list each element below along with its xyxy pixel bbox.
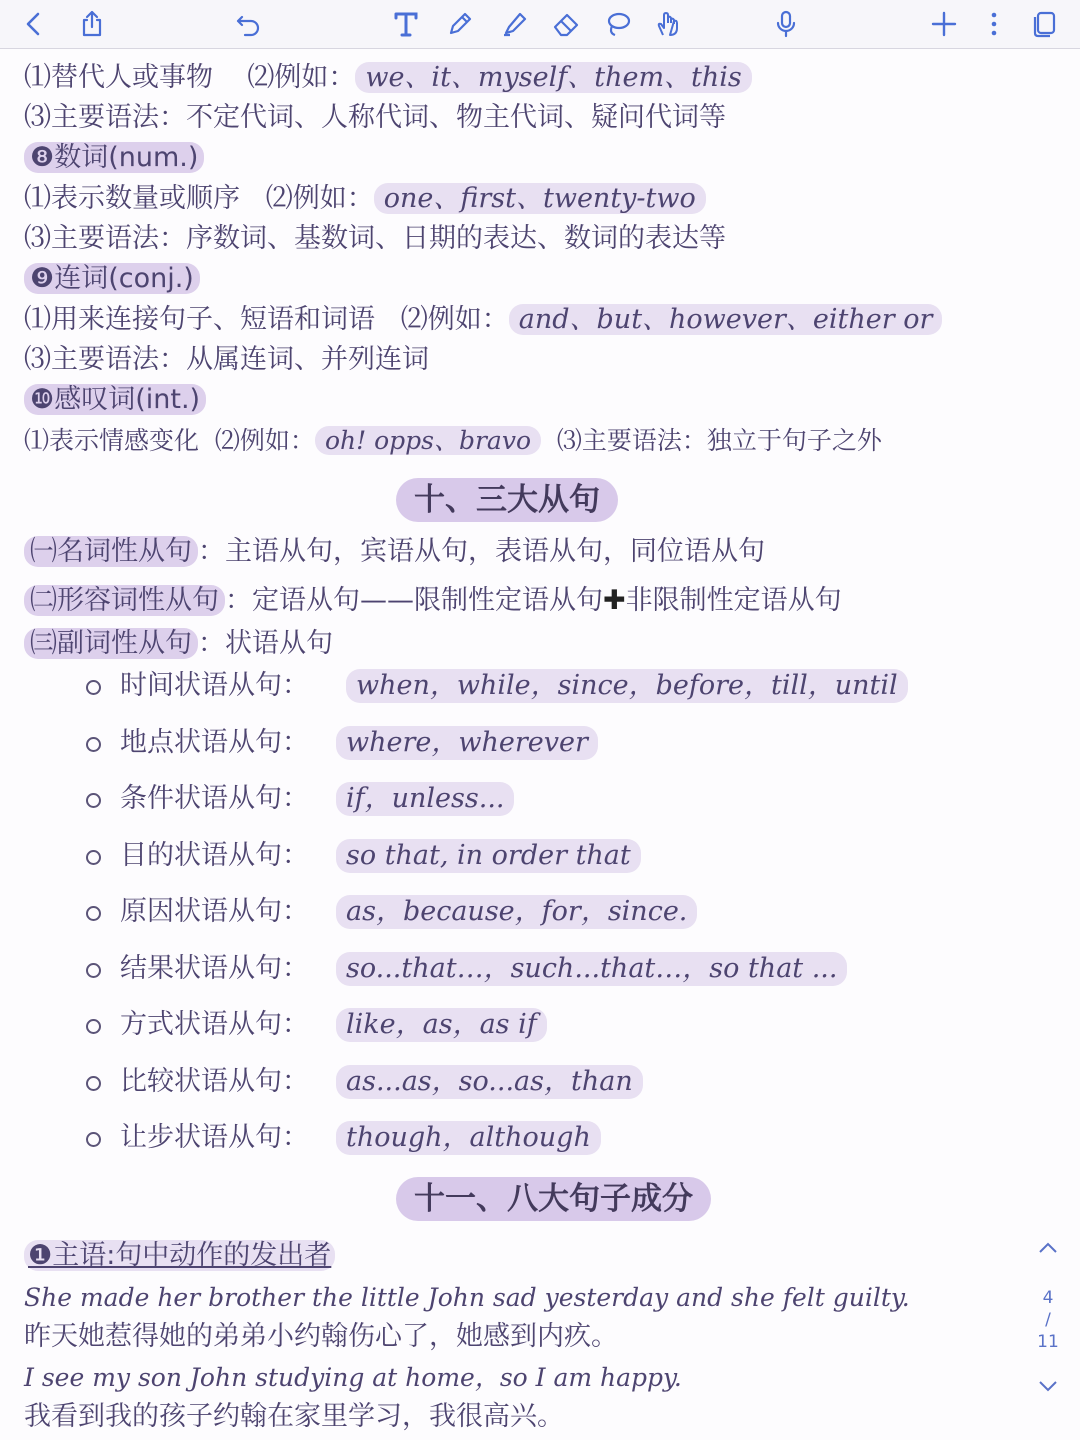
adverbial-conjunctions: as...as，so...as，than bbox=[336, 1065, 643, 1099]
adverbial-conjunctions: though，although bbox=[336, 1121, 601, 1155]
bullet-icon bbox=[86, 963, 101, 978]
lasso-icon[interactable] bbox=[600, 6, 636, 42]
example-highlight: one、first、twenty-two bbox=[374, 183, 706, 214]
adverbial-conjunctions: as，because，for，since. bbox=[336, 895, 697, 929]
subsection-heading: ❶主语:句中动作的发出者 bbox=[24, 1240, 335, 1271]
adverbial-conjunctions: when，while，since，before，till，until bbox=[346, 669, 908, 703]
adverbial-label: 让步状语从句： bbox=[120, 1122, 309, 1153]
adverbial-label: 比较状语从句： bbox=[120, 1065, 309, 1097]
highlighter-icon[interactable] bbox=[496, 6, 532, 42]
plus-icon: ✚ bbox=[603, 585, 626, 616]
note-line: ⑶主要语法：不定代词、人称代词、物主代词、疑问代词等 bbox=[24, 102, 726, 133]
note-text: ⑵例如： bbox=[214, 426, 315, 455]
note-line bbox=[24, 181, 706, 217]
clause-text: 非限制性定语从句 bbox=[625, 585, 842, 616]
note-line bbox=[24, 261, 200, 297]
example-highlight: we、it、myself、them、this bbox=[355, 62, 751, 93]
microphone-icon[interactable] bbox=[768, 6, 804, 42]
adverbial-label: 地点状语从句： bbox=[120, 726, 309, 758]
adverbial-label: 方式状语从句： bbox=[120, 1009, 309, 1040]
clause-line bbox=[24, 626, 333, 662]
adverbial-label: 结果状语从句： bbox=[120, 952, 309, 984]
note-line bbox=[24, 382, 206, 418]
note-text: ⑴用来连接句子、短语和词语 bbox=[24, 304, 375, 335]
hand-touch-icon[interactable] bbox=[650, 6, 686, 42]
note-text: ⑵例如： bbox=[265, 183, 374, 214]
pen-icon[interactable] bbox=[442, 6, 478, 42]
bullet-icon bbox=[86, 1076, 101, 1091]
adverbial-label: 目的状语从句： bbox=[120, 839, 309, 871]
bullet-icon bbox=[86, 1132, 101, 1147]
clause-heading: ㈡形容词性从句 bbox=[24, 585, 225, 616]
eraser-icon[interactable] bbox=[548, 6, 584, 42]
clause-text: ：主语从句，宾语从句，表语从句，同位语从句 bbox=[198, 536, 765, 567]
note-page bbox=[0, 48, 1080, 1440]
clause-line bbox=[24, 583, 842, 619]
category-heading: ❽数词(num.) bbox=[24, 142, 204, 173]
adverbial-conjunctions: like，as，as if bbox=[336, 1008, 547, 1042]
bullet-icon bbox=[86, 906, 101, 921]
example-highlight: oh! opps、bravo bbox=[315, 426, 541, 455]
clause-line bbox=[24, 534, 765, 570]
adverbial-conjunctions: if，unless... bbox=[336, 782, 514, 816]
bullet-icon bbox=[86, 1019, 101, 1034]
note-text: ⑶主要语法：独立于句子之外 bbox=[556, 426, 882, 455]
category-heading: ❿感叹词(int.) bbox=[24, 384, 206, 415]
text-tool-icon[interactable] bbox=[388, 6, 424, 42]
adverbial-label: 时间状语从句： bbox=[120, 670, 309, 701]
bullet-icon bbox=[86, 680, 101, 695]
adverbial-conjunctions: so...that…，such...that…，so that ... bbox=[336, 952, 847, 986]
section-title: 十、三大从句 bbox=[396, 478, 618, 522]
back-icon[interactable] bbox=[16, 6, 52, 42]
adverbial-conjunctions: where，wherever bbox=[336, 726, 598, 760]
toolbar bbox=[0, 0, 1080, 49]
page-up-icon[interactable] bbox=[1030, 1240, 1066, 1260]
clause-heading: ㈠名词性从句 bbox=[24, 536, 198, 567]
example-sentence-cn: 我看到我的孩子约翰在家里学习，我很高兴。 bbox=[24, 1401, 564, 1432]
example-sentence-en: I see my son John studying at home，so I am happy. bbox=[24, 1363, 682, 1392]
adverbial-label: 原因状语从句： bbox=[120, 896, 309, 927]
clause-text: ：定语从句——限制性定语从句 bbox=[225, 585, 603, 616]
example-sentence-en: She made her brother the little John sad yesterday and she felt guilty. bbox=[24, 1283, 910, 1312]
page-separator: / bbox=[1045, 1310, 1051, 1330]
pages-icon[interactable] bbox=[1026, 6, 1062, 42]
add-icon[interactable] bbox=[926, 6, 962, 42]
note-line: ⑶主要语法：序数词、基数词、日期的表达、数词的表达等 bbox=[24, 223, 726, 254]
example-highlight: and、but、however、either or bbox=[509, 304, 943, 335]
adverbial-label: 条件状语从句： bbox=[120, 783, 309, 814]
note-text: ⑴替代人或事物 bbox=[24, 62, 213, 93]
clause-heading: ㈢副词性从句 bbox=[24, 628, 198, 659]
note-text: ⑴表示数量或顺序 bbox=[24, 183, 240, 214]
bullet-icon bbox=[86, 850, 101, 865]
note-line bbox=[24, 1238, 335, 1274]
note-line bbox=[24, 302, 942, 338]
more-icon[interactable] bbox=[976, 6, 1012, 42]
clause-text: ：状语从句 bbox=[198, 628, 333, 659]
note-text: ⑵例如： bbox=[400, 304, 509, 335]
note-line bbox=[24, 60, 752, 96]
note-line bbox=[24, 140, 204, 176]
bullet-icon bbox=[86, 737, 101, 752]
share-icon[interactable] bbox=[74, 6, 110, 42]
bullet-icon bbox=[86, 793, 101, 808]
section-title: 十一、八大句子成分 bbox=[396, 1177, 711, 1221]
note-line: ⑶主要语法：从属连词、并列连词 bbox=[24, 344, 429, 375]
page-total: 11 bbox=[1037, 1332, 1059, 1352]
note-text: ⑴表示情感变化 bbox=[24, 426, 200, 455]
page-down-icon[interactable] bbox=[1030, 1378, 1066, 1398]
adverbial-conjunctions: so that, in order that bbox=[336, 839, 641, 873]
note-text: ⑵例如： bbox=[247, 62, 356, 93]
page-current: 4 bbox=[1042, 1288, 1054, 1308]
undo-icon[interactable] bbox=[230, 6, 266, 42]
note-line bbox=[24, 423, 882, 459]
category-heading: ❾连词(conj.) bbox=[24, 263, 200, 294]
example-sentence-cn: 昨天她惹得她的弟弟小约翰伤心了，她感到内疚。 bbox=[24, 1321, 618, 1352]
